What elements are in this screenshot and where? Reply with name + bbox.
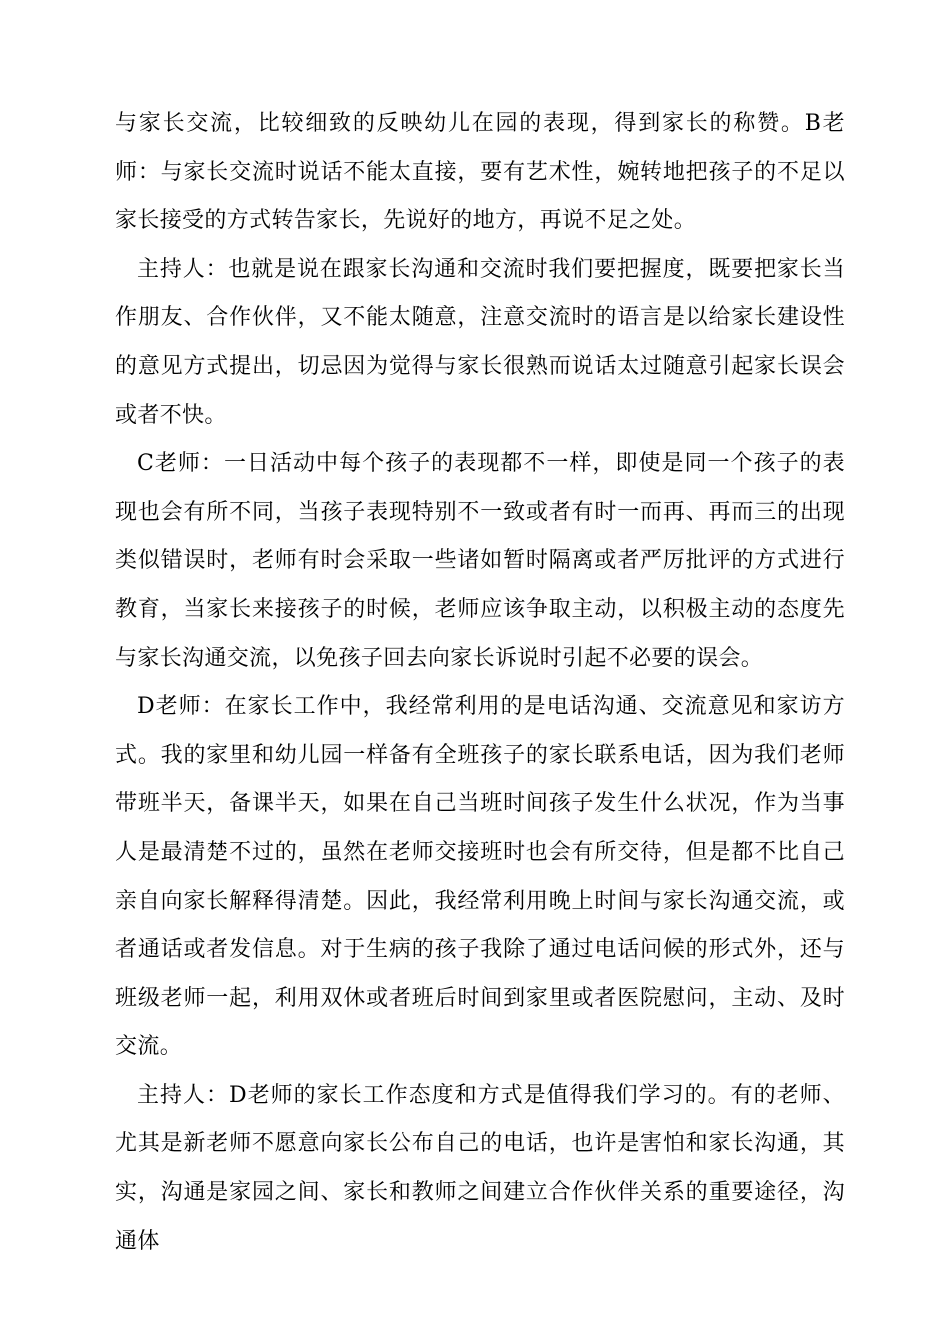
- paragraph-3: C老师：一日活动中每个孩子的表现都不一样，即使是同一个孩子的表现也会有所不同，当孩子表现特别不一致或者有时一而再、再而三的出现类似错误时，老师有时会采取一些诸如暂时隔离或者严厉批评的方式进行教育，当家长来接孩子的时候，老师应该争取主动，以积极主动的态度先与家长沟通交流，以免孩子回去向家长诉说时引起不必要的误会。: [115, 451, 845, 671]
- paragraph-4: D老师：在家长工作中，我经常利用的是电话沟通、交流意见和家访方式。我的家里和幼儿园一样备有全班孩子的家长联系电话，因为我们老师带班半天，备课半天，如果在自己当班时间孩子发生什么状况，作为当事人是最清楚不过的，虽然在老师交接班时也会有所交待，但是都不比自己亲自向家长解释得清楚。因此，我经常利用晚上时间与家长沟通交流，或者通话或者发信息。对于生病的孩子我除了通过电话问候的形式外，还与班级老师一起，利用双休或者班后时间到家里或者医院慰问，主动、及时交流。: [115, 694, 845, 1060]
- document-body: [115, 100, 845, 1266]
- paragraph-1: 与家长交流，比较细致的反映幼儿在园的表现，得到家长的称赞。B老师：与家长交流时说话不能太直接，要有艺术性，婉转地把孩子的不足以家长接受的方式转告家长，先说好的地方，再说不足之处。: [115, 111, 845, 234]
- paragraph-5: 主持人：D老师的家长工作态度和方式是值得我们学习的。有的老师、尤其是新老师不愿意向家长公布自己的电话，也许是害怕和家长沟通，其实，沟通是家园之间、家长和教师之间建立合作伙伴关系的重要途径，沟通体: [115, 1082, 845, 1254]
- paragraph-2: 主持人：也就是说在跟家长沟通和交流时我们要把握度，既要把家长当作朋友、合作伙伴，又不能太随意，注意交流时的语言是以给家长建设性的意见方式提出，切忌因为觉得与家长很熟而说话太过随意引起家长误会或者不快。: [115, 256, 845, 428]
